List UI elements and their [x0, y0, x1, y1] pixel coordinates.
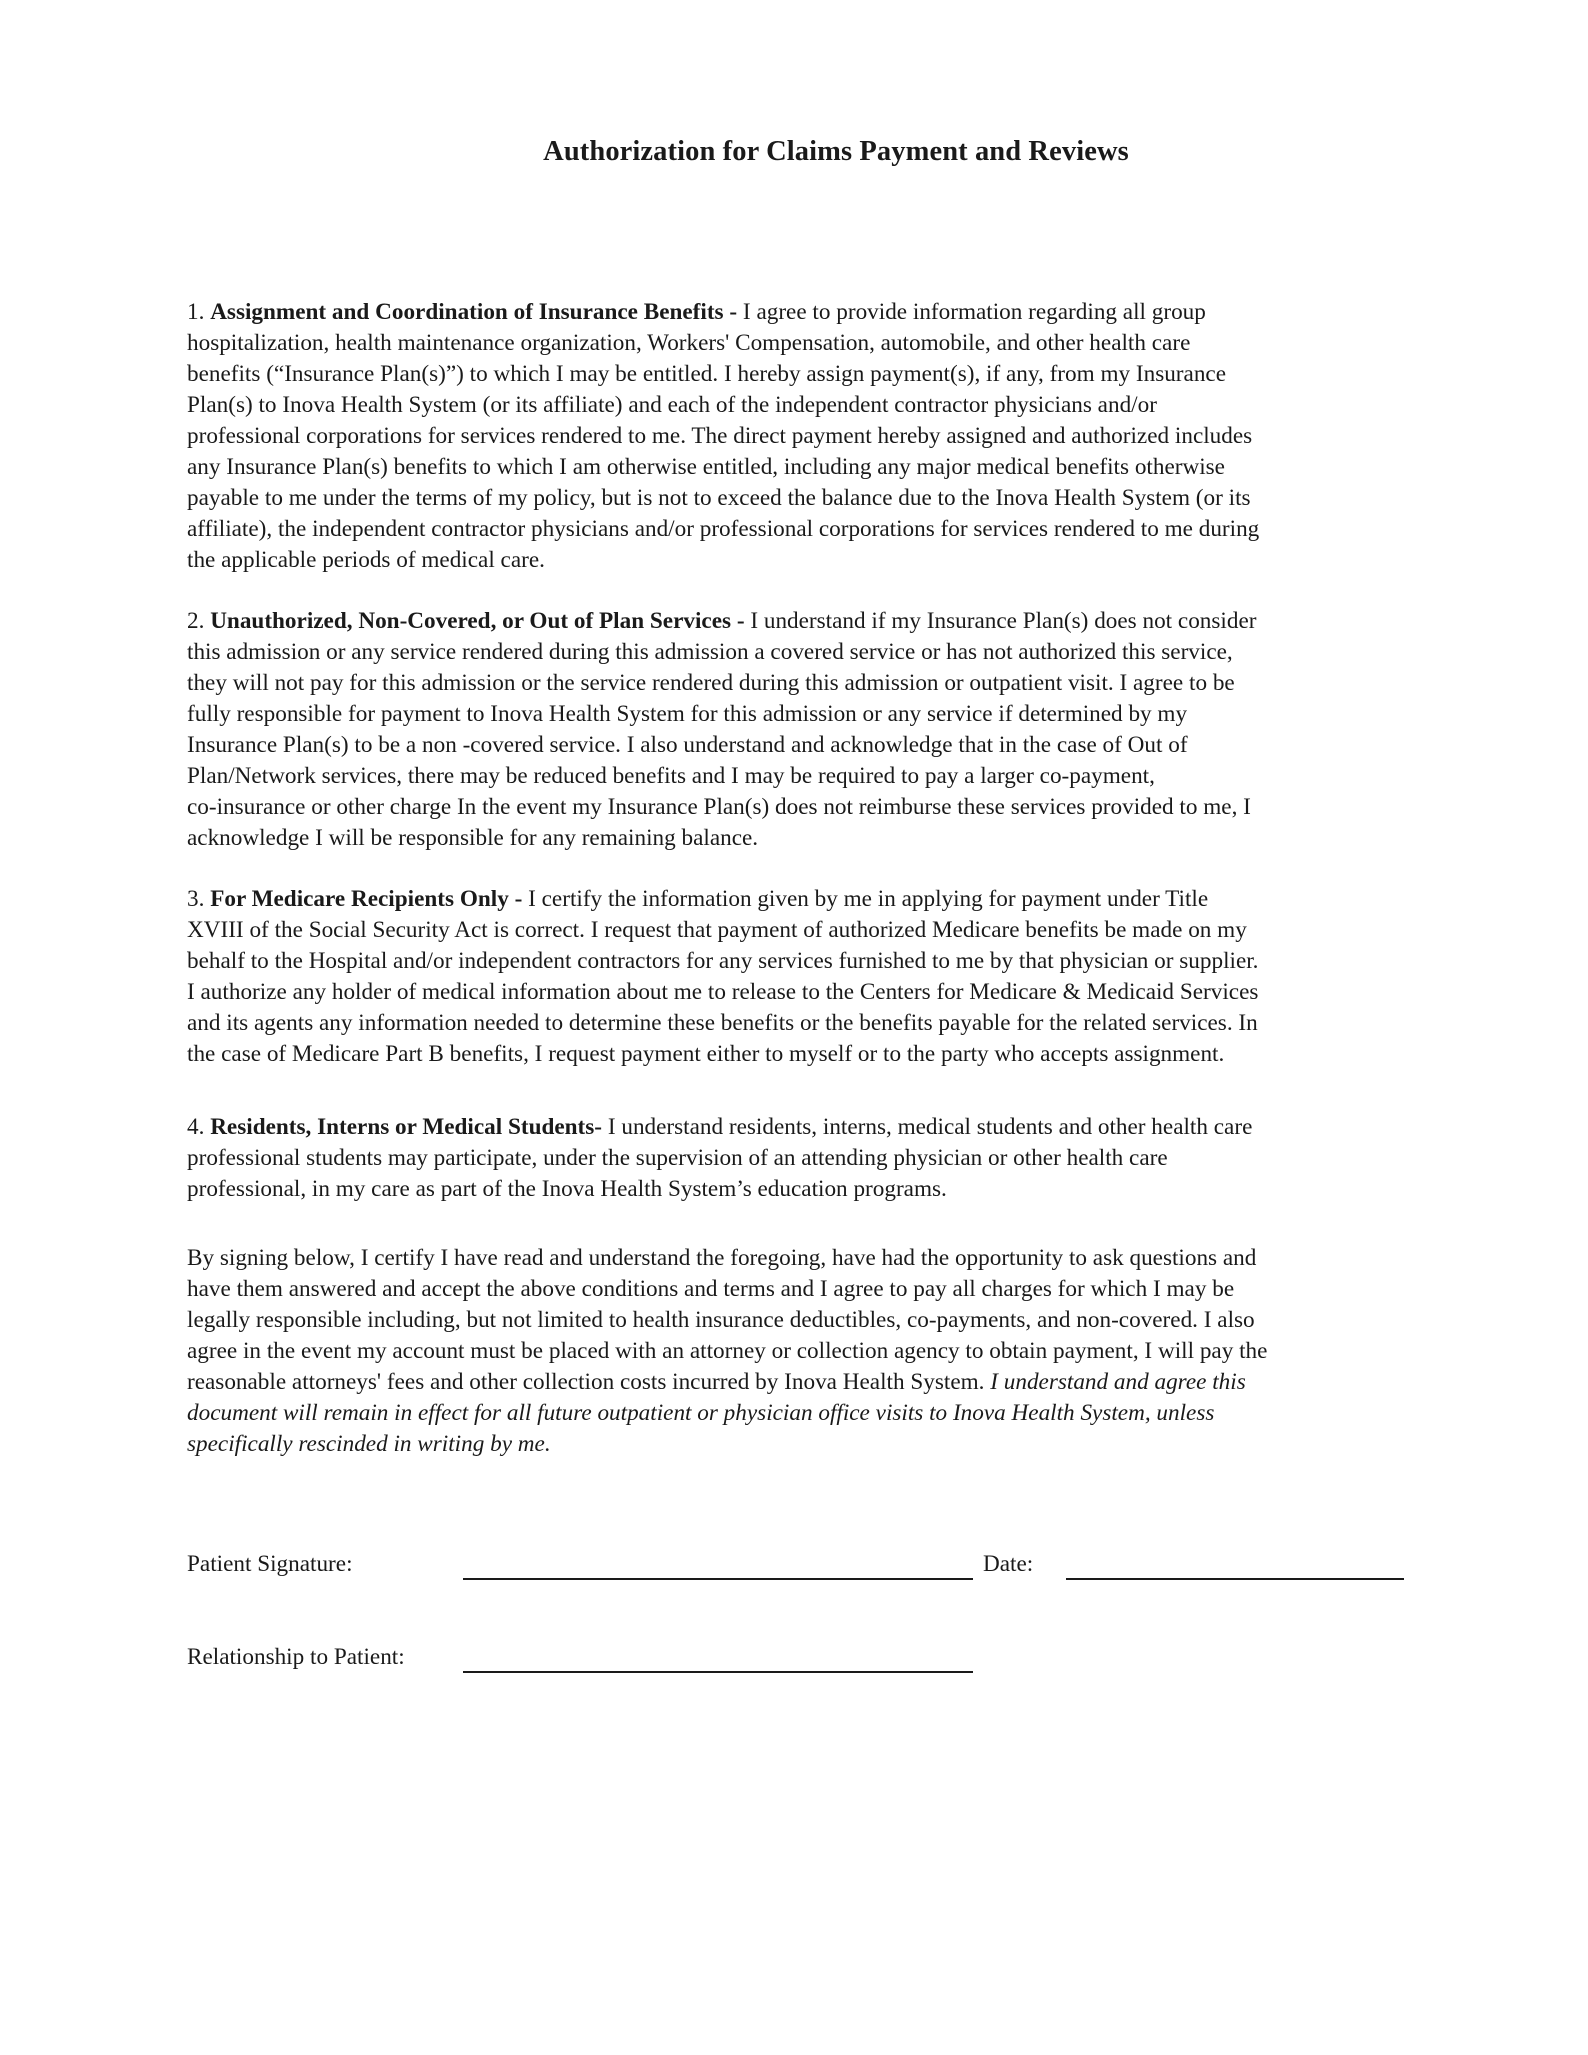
closing-line: agree in the event my account must be placed with an attorney or collection agency to obtain payment, I will pay the: [187, 1338, 1268, 1364]
section-line: XVIII of the Social Security Act is correct. I request that payment of authorized Medicare benefits be made on my: [187, 917, 1247, 943]
section-line: the applicable periods of medical care.: [187, 547, 545, 573]
section-line: Insurance Plan(s) to be a non -covered service. I also understand and acknowledge that in the case of Out of: [187, 732, 1188, 758]
date-line[interactable]: [1066, 1578, 1404, 1580]
section-line: hospitalization, health maintenance organization, Workers' Compensation, automobile, and other health care: [187, 330, 1191, 356]
section-line: benefits (“Insurance Plan(s)”) to which I may be entitled. I hereby assign payment(s), if any, from my Insurance: [187, 361, 1226, 387]
section-line: affiliate), the independent contractor physicians and/or professional corporations for services rendered to me during: [187, 516, 1260, 542]
section-heading: For Medicare Recipients Only: [210, 886, 509, 912]
section-line: this admission or any service rendered during this admission a covered service or has not authorized this service,: [187, 639, 1233, 665]
section-line: payable to me under the terms of my policy, but is not to exceed the balance due to the Inova Health System (or its: [187, 485, 1251, 511]
section-line: professional corporations for services rendered to me. The direct payment hereby assigned and authorized includes: [187, 423, 1253, 449]
closing-line: legally responsible including, but not limited to health insurance deductibles, co-payments, and non-covered. I also: [187, 1307, 1255, 1333]
date-label: Date:: [983, 1551, 1034, 1577]
relationship-line[interactable]: [463, 1671, 973, 1673]
section-heading: Assignment and Coordination of Insurance Benefits: [210, 299, 724, 325]
closing-line: have them answered and accept the above conditions and terms and I agree to pay all charges for which I may be: [187, 1276, 1235, 1302]
section-line: fully responsible for payment to Inova Health System for this admission or any service if determined by my: [187, 701, 1188, 727]
section-first-line: 3. For Medicare Recipients Only - I certify the information given by me in applying for payment under Title: [187, 886, 1209, 912]
section-line: they will not pay for this admission or the service rendered during this admission or outpatient visit. I agree to be: [187, 670, 1235, 696]
relationship-label: Relationship to Patient:: [187, 1644, 405, 1670]
section-line: professional students may participate, under the supervision of an attending physician or other health care: [187, 1145, 1168, 1171]
section-line: any Insurance Plan(s) benefits to which I am otherwise entitled, including any major medical benefits otherwise: [187, 454, 1225, 480]
section-line: the case of Medicare Part B benefits, I request payment either to myself or to the party who accepts assignment.: [187, 1041, 1225, 1067]
closing-italic-line: specifically rescinded in writing by me.: [187, 1431, 551, 1457]
section-first-line: 2. Unauthorized, Non-Covered, or Out of Plan Services - I understand if my Insurance Plan(s) does not consider: [187, 608, 1257, 634]
section-first-line: 1. Assignment and Coordination of Insurance Benefits - I agree to provide information regarding all group: [187, 299, 1206, 325]
section-first-line: 4. Residents, Interns or Medical Students- I understand residents, interns, medical students and other health care: [187, 1114, 1253, 1140]
closing-line: reasonable attorneys' fees and other collection costs incurred by Inova Health System. I understand and agree this: [187, 1369, 1246, 1395]
section-line: Plan(s) to Inova Health System (or its affiliate) and each of the independent contractor physicians and/or: [187, 392, 1157, 418]
section-line: I authorize any holder of medical information about me to release to the Centers for Medicare & Medicaid Services: [187, 979, 1259, 1005]
section-line: and its agents any information needed to determine these benefits or the benefits payable for the related services. In: [187, 1010, 1258, 1036]
section-heading: Residents, Interns or Medical Students-: [210, 1114, 603, 1140]
section-medicare-recipients: [187, 884, 1407, 1070]
patient-signature-label: Patient Signature:: [187, 1551, 353, 1577]
section-assignment-benefits: [187, 297, 1407, 576]
document-title: Authorization for Claims Payment and Reviews: [543, 136, 1129, 167]
section-unauthorized-services: [187, 606, 1407, 854]
section-heading: Unauthorized, Non-Covered, or Out of Plan Services: [210, 608, 732, 634]
section-line: Plan/Network services, there may be reduced benefits and I may be required to pay a larger co-payment,: [187, 763, 1155, 789]
closing-paragraph: [187, 1243, 1407, 1460]
closing-line: By signing below, I certify I have read and understand the foregoing, have had the opportunity to ask questions and: [187, 1245, 1257, 1271]
closing-italic-line: document will remain in effect for all future outpatient or physician office visits to Inova Health System, unless: [187, 1400, 1215, 1426]
section-line: acknowledge I will be responsible for any remaining balance.: [187, 825, 759, 851]
section-line: professional, in my care as part of the Inova Health System’s education programs.: [187, 1176, 947, 1202]
patient-signature-line[interactable]: [463, 1578, 973, 1580]
section-residents-interns: [187, 1112, 1407, 1205]
section-line: behalf to the Hospital and/or independent contractors for any services furnished to me by that physician or supplier.: [187, 948, 1259, 974]
section-line: co-insurance or other charge In the event my Insurance Plan(s) does not reimburse these services provided to me, I: [187, 794, 1251, 820]
